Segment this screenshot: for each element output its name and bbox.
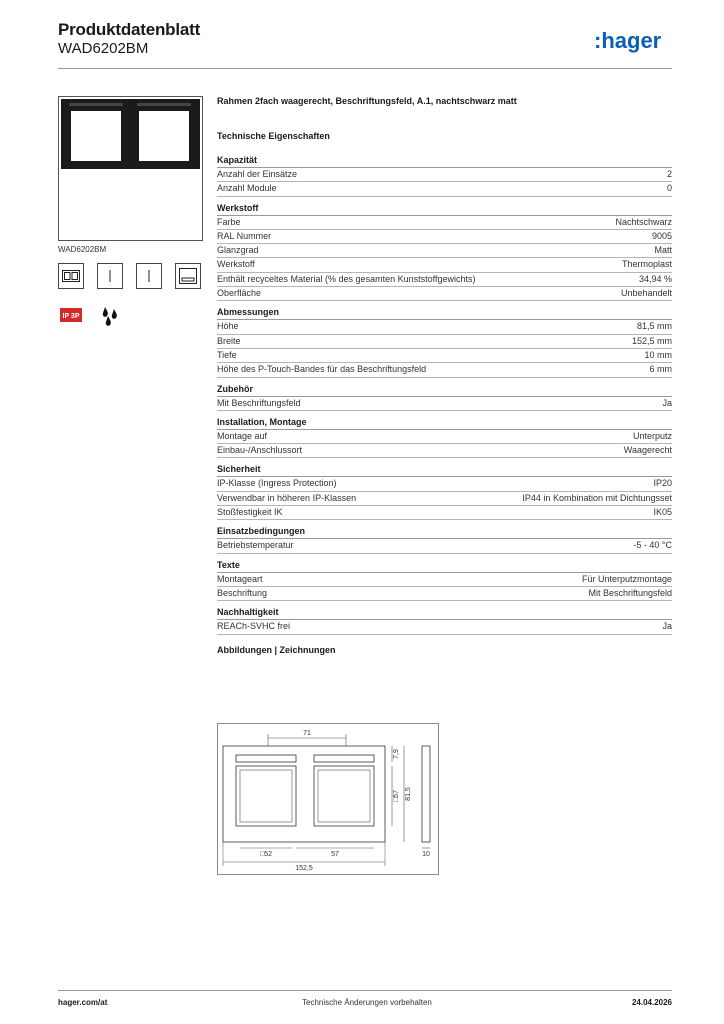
product-image-caption: WAD6202BM <box>58 245 107 254</box>
property-row <box>217 430 672 444</box>
property-row <box>217 168 672 182</box>
property-value: Matt <box>654 245 672 256</box>
dim-inner-height: □57 <box>393 789 400 803</box>
property-value: Für Unterputzmontage <box>581 573 672 584</box>
group-title: Installation, Montage <box>217 416 672 430</box>
property-label: Montageart <box>217 573 263 584</box>
property-value: 81,5 mm <box>636 321 672 332</box>
label-field-icon <box>175 263 201 289</box>
property-value: Unterputz <box>632 430 672 441</box>
property-label: Farbe <box>217 216 241 227</box>
property-group <box>217 606 672 634</box>
double-frame-icon <box>58 263 84 289</box>
property-row <box>217 335 672 349</box>
dim-label-height: 7,9 <box>393 749 400 759</box>
property-value: 2 <box>666 169 672 179</box>
property-label: Einbau-/Anschlussort <box>217 445 303 456</box>
property-label: REACh-SVHC frei <box>217 621 291 632</box>
property-label: RAL Nummer <box>217 230 272 241</box>
property-groups <box>217 154 672 635</box>
dimension-drawing <box>218 724 438 874</box>
property-row <box>217 539 672 553</box>
property-label: Stoßfestigkeit IK <box>217 507 283 518</box>
page-title: Produktdatenblatt <box>58 20 201 39</box>
property-group <box>217 154 672 197</box>
footer-date: 24.04.2026 <box>631 998 672 1007</box>
property-group <box>217 525 672 553</box>
property-label: Beschriftung <box>217 587 268 598</box>
logo-text: :hager <box>594 28 662 53</box>
property-group <box>217 306 672 377</box>
property-row <box>217 287 672 301</box>
dim-height: 81,5 <box>405 787 412 801</box>
property-label: Breite <box>217 335 241 346</box>
property-group <box>217 416 672 459</box>
property-label: Enthält recyceltes Material (% des gesamten Kunststoffgewichts) <box>217 273 476 284</box>
dim-depth: 10 <box>422 851 430 858</box>
section-title-drawings: Abbildungen | Zeichnungen <box>217 644 336 655</box>
dim-inner-width: □52 <box>259 851 273 858</box>
property-row <box>217 573 672 587</box>
property-value: Mit Beschriftungsfeld <box>588 587 672 598</box>
group-title: Kapazität <box>217 154 672 168</box>
group-title: Werkstoff <box>217 202 672 216</box>
water-drops-icon <box>97 302 123 328</box>
property-label: Höhe <box>217 321 239 332</box>
frame-illustration <box>59 97 202 240</box>
property-group <box>217 383 672 411</box>
product-image <box>58 96 203 241</box>
property-row <box>217 620 672 634</box>
property-value: Ja <box>662 397 672 408</box>
vertical-line-icon <box>136 263 162 289</box>
footer-divider <box>58 990 672 991</box>
footer-disclaimer: Technische Änderungen vorbehalten <box>302 998 432 1007</box>
group-title: Texte <box>217 559 672 573</box>
dim-width: 152,5 <box>295 865 313 872</box>
property-value: IP20 <box>653 478 672 489</box>
property-label: Anzahl Module <box>217 183 277 194</box>
property-row <box>217 477 672 491</box>
property-row <box>217 258 672 272</box>
dim-pitch: 57 <box>331 851 339 858</box>
property-row <box>217 230 672 244</box>
property-label: Montage auf <box>217 430 268 441</box>
property-value: 10 mm <box>644 349 672 360</box>
group-title: Einsatzbedingungen <box>217 525 672 539</box>
product-description: Rahmen 2fach waagerecht, Beschriftungsfeld, A.1, nachtschwarz matt <box>217 96 517 106</box>
property-row <box>217 216 672 230</box>
property-value: 34,94 % <box>638 273 672 284</box>
property-group <box>217 559 672 602</box>
property-row <box>217 506 672 520</box>
group-title: Zubehör <box>217 383 672 397</box>
property-value: Nachtschwarz <box>615 216 672 227</box>
property-label: Tiefe <box>217 349 237 360</box>
footer-website[interactable]: hager.com/at <box>58 998 108 1007</box>
property-value: 6 mm <box>649 364 672 375</box>
property-group <box>217 463 672 520</box>
property-row <box>217 587 672 601</box>
property-label: Anzahl der Einsätze <box>217 169 298 179</box>
section-title-technical: Technische Eigenschaften <box>217 131 330 141</box>
property-row <box>217 273 672 287</box>
header-divider <box>58 68 672 69</box>
property-value: IP44 in Kombination mit Dichtungsset <box>522 492 672 503</box>
property-label: IP-Klasse (Ingress Protection) <box>217 478 337 489</box>
property-value: 9005 <box>651 230 672 241</box>
dim-top: 71 <box>303 730 311 737</box>
ip-badge-text: IP 3P <box>62 313 80 320</box>
property-group <box>217 202 672 302</box>
property-row <box>217 397 672 411</box>
property-label: Glanzgrad <box>217 245 259 256</box>
product-properties <box>217 95 672 656</box>
property-value: Unbehandelt <box>620 288 672 299</box>
property-row <box>217 244 672 258</box>
property-row <box>217 182 672 196</box>
property-value: Thermoplast <box>621 259 672 270</box>
property-label: Werkstoff <box>217 259 255 270</box>
ip-badge-icon <box>58 302 84 328</box>
property-value: IK05 <box>653 507 672 518</box>
property-value: Waagerecht <box>623 445 672 456</box>
property-label: Mit Beschriftungsfeld <box>217 397 301 408</box>
property-row <box>217 349 672 363</box>
property-value: -5 - 40 °C <box>633 540 672 551</box>
property-label: Oberfläche <box>217 288 262 299</box>
property-row <box>217 492 672 506</box>
property-row <box>217 444 672 458</box>
vertical-line-icon <box>97 263 123 289</box>
property-row <box>217 363 672 377</box>
property-label: Betriebstemperatur <box>217 540 294 551</box>
property-value: 0 <box>666 183 672 194</box>
group-title: Abmessungen <box>217 306 672 320</box>
technical-drawing <box>217 723 439 875</box>
group-title: Sicherheit <box>217 463 672 477</box>
property-value: Ja <box>662 621 672 632</box>
product-code: WAD6202BM <box>58 40 149 57</box>
property-label: Höhe des P-Touch-Bandes für das Beschriftungsfeld <box>217 364 427 375</box>
group-title: Nachhaltigkeit <box>217 606 672 620</box>
property-value: 152,5 mm <box>631 335 672 346</box>
property-row <box>217 320 672 334</box>
property-label: Verwendbar in höheren IP-Klassen <box>217 492 357 503</box>
hager-logo <box>594 28 674 54</box>
